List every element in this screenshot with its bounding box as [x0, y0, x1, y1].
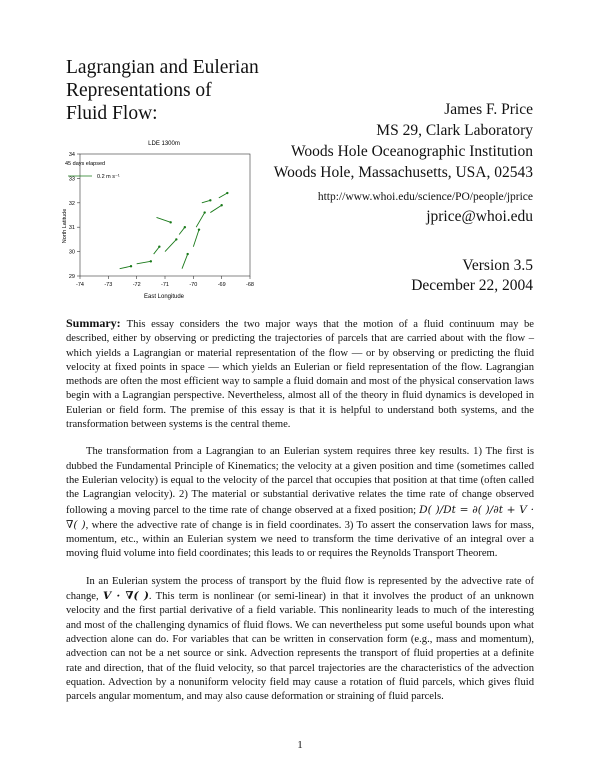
y-tick-label: 29 [68, 274, 75, 280]
author-address-1: MS 29, Clark Laboratory [376, 122, 533, 139]
trajectory-end-float-6 [198, 228, 200, 230]
x-tick-label: -73 [104, 282, 113, 288]
transformation-paragraph [66, 445, 534, 561]
version-date: December 22, 2004 [411, 277, 533, 294]
y-tick-label: 30 [68, 249, 75, 256]
trajectory-float-5 [182, 254, 188, 269]
trajectory-float-9 [157, 217, 171, 222]
x-tick-label: -70 [189, 282, 198, 288]
summary-paragraph [66, 316, 534, 432]
trajectory-end-float-5 [186, 253, 188, 255]
page-number: 1 [297, 739, 303, 751]
trajectory-float-8 [179, 227, 185, 234]
trajectory-float-7 [196, 213, 205, 228]
trajectory-float-10 [210, 205, 221, 212]
x-tick-label: -69 [217, 282, 226, 288]
title-line-2: Representations of [66, 80, 212, 101]
author-block [274, 99, 533, 227]
version-block [411, 256, 533, 296]
y-tick-label: 32 [68, 200, 75, 207]
trajectory-end-float-12 [209, 199, 211, 201]
trajectory-end-float-3 [158, 246, 160, 248]
x-tick-label: -72 [132, 282, 141, 288]
float-trajectory-figure [60, 136, 260, 301]
trajectory-end-float-4 [175, 238, 177, 240]
summary-text: This essay considers the two major ways that the motion of a fluid continuum may be described, either by observing or predicting the trajectories of parcels that are carried about with the flow – which yields a Lagrangian or material representation of the flow — or by observing or predicting the fluid velocity at fixed points in space — which yields an Eulerian or field representation of the flow. Lagrangian methods are often the most efficient way to sample a fluid domain and most of the physical conservation laws begin with a Lagrangian perspective. Nevertheless, almost all of the theory in fluid dynamics is developed in Eulerian or field form. The premise of this essay is that it is helpful to understand both systems, and the transformation between systems is the central theme. [66, 319, 534, 431]
trajectory-float-11 [219, 193, 228, 198]
x-tick-label: -68 [246, 282, 254, 288]
trajectory-float-12 [202, 200, 211, 202]
trajectory-end-float-1 [130, 265, 132, 267]
para3-text-b: . This term is nonlinear (or semi-linear) in that it involves the product of an unknown velocity and the first partial derivative of a field variable. This nonlinearity leads to much of the interesting and most of the challenging dynamics of fluid flows. We can nevertheless put some useful bounds upon what advection alone can do. For variables that can be written in conservation form (e.g., mass and momentum), advection can not be a net source or sink. Advection represents the transport of fluid properties at a definite rate and direction, that of the fluid velocity, so that parcel trajectories are the characteristics of the advection equation. Advection by a nonuniform velocity field may cause a rotation of fluid parcels, which gives fluid parcels angular momentum, and may also cause deformation or straining of fluid parcels. [66, 591, 534, 703]
y-tick-label: 33 [68, 176, 75, 183]
author-address-2: Woods Hole Oceanographic Institution [291, 143, 533, 160]
trajectory-float-3 [154, 247, 160, 254]
chart-ylabel: North Latitude [62, 208, 68, 244]
version-label: Version 3.5 [462, 257, 533, 274]
author-email-link[interactable]: jprice@whoi.edu [426, 208, 533, 225]
trajectory-end-float-8 [184, 226, 186, 228]
chart-xlabel: East Longitude [143, 294, 185, 300]
chart-scale-annotation: 0.2 m s⁻¹ [97, 174, 120, 180]
para3-text-a: In an Eulerian system the process of transport by the fluid flow is represented by the advective rate of change, [66, 575, 534, 603]
trajectory-float-4 [165, 239, 176, 251]
trajectory-end-float-7 [203, 211, 205, 213]
trajectory-end-float-2 [150, 260, 152, 262]
para2-text-b: , where the advective rate of change is in field coordinates. 3) To assert the conservation laws for mass, momentum, etc., within an Eulerian system we need to transform the time derivative of an integral over a moving fluid volume into field coordinates; this leads to or requires the Reynolds Transport Theorem. [66, 519, 534, 560]
trajectory-chart [60, 136, 260, 301]
author-name: James F. Price [444, 101, 533, 118]
title-line-3: Fluid Flow: [66, 103, 158, 124]
title-line-1: Lagrangian and Eulerian [66, 57, 259, 78]
author-address-3: Woods Hole, Massachusetts, USA, 02543 [273, 164, 533, 181]
advection-paragraph [66, 575, 534, 705]
trajectory-end-float-11 [226, 192, 228, 194]
document-title [66, 56, 296, 125]
material-derivative-equation: D( )/Dt = ∂( )/∂t + V · ∇( ) [66, 503, 534, 531]
author-url-link[interactable]: http://www.whoi.edu/science/PO/people/jprice [317, 191, 533, 203]
advective-term-equation: V · ∇( ) [102, 590, 149, 603]
document-body [66, 316, 534, 717]
summary-label: Summary: [66, 316, 121, 330]
y-tick-label: 34 [68, 152, 75, 158]
trajectory-end-float-9 [169, 221, 171, 223]
trajectory-end-float-10 [220, 204, 222, 206]
y-tick-label: 31 [68, 225, 75, 232]
trajectory-float-1 [120, 266, 131, 268]
x-tick-label: -74 [76, 282, 84, 288]
trajectory-float-6 [193, 230, 199, 247]
trajectory-float-2 [137, 261, 151, 263]
chart-title: LDE 1300m [148, 141, 180, 147]
plot-frame [80, 154, 250, 276]
para2-text-a: The transformation from a Lagrangian to an Eulerian system requires three key results. 1) The first is dubbed the Fundamental Principle of Kinematics; the velocity at a given position and time (sometimes called the Eulerian velocity) is equal to the velocity of the parcel that occupies that position at that time (often called the Lagrangian velocity). 2) The material or substantial derivative relates the time rate of change observed following a moving parcel to the time rate of change observed at a fixed position; [66, 446, 534, 516]
x-tick-label: -71 [161, 282, 169, 288]
chart-days-annotation: 45 days elapsed [65, 161, 106, 167]
